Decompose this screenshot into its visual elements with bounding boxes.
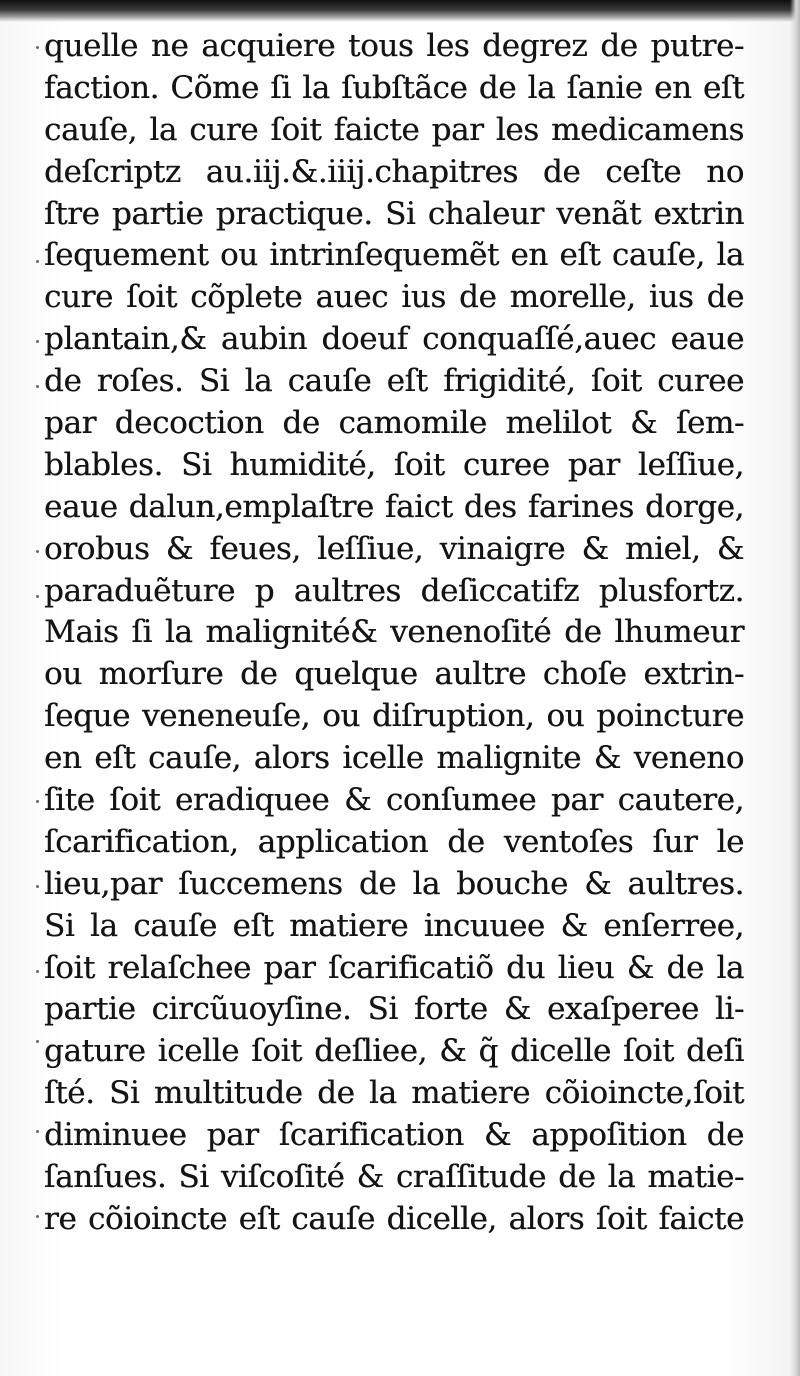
text-line: orobus & feues, leſſiue, vinaigre & miel, & [44, 530, 744, 567]
margin-ink-specks [30, 40, 44, 1240]
ink-speck [36, 260, 39, 263]
text-line: blables. Si humidité, ſoit curee par leſſiue, [44, 446, 744, 483]
page-top-shadow [0, 0, 800, 22]
text-line: ſequement ou intrinſequemẽt en eſt cauſe, la [44, 237, 744, 274]
ink-speck [36, 595, 39, 598]
text-line: partie circũuoyſine. Si forte & exaſperee li- [44, 991, 744, 1028]
page-gutter-shadow [790, 0, 800, 1376]
text-line: ou morſure de quelque aultre choſe extrin- [44, 656, 744, 693]
text-line: gature icelle ſoit deſliee, & q̃ dicelle ſoit deſi [44, 1033, 744, 1070]
ink-speck [36, 46, 39, 49]
ink-speck [36, 550, 39, 553]
text-line: ſite ſoit eradiquee & conſumee par cautere, [44, 782, 744, 819]
text-line: de roſes. Si la cauſe eſt frigidité, ſoit curee [44, 363, 744, 400]
text-line: cauſe, la cure ſoit faicte par les medicamens [44, 111, 744, 148]
text-line: plantain,& aubin doeuf conquaſſé,auec eaue [44, 321, 744, 358]
ink-speck [36, 1130, 39, 1133]
text-line: faction. Cõme ſi la ſubſtãce de la ſanie en eſt [44, 69, 744, 106]
ink-speck [36, 885, 39, 888]
text-line: deſcriptz au.iij.&.iiij.chapitres de ceſte no [44, 153, 744, 190]
text-line: ſtre partie practique. Si chaleur venãt extrin [44, 195, 744, 232]
ink-speck [36, 385, 39, 388]
text-line: re cõioincte eſt cauſe dicelle, alors ſoit faicte [44, 1200, 744, 1237]
ink-speck [36, 1215, 39, 1218]
text-line: ſoit relaſchee par ſcarificatiõ du lieu & de la [44, 949, 744, 986]
text-line: quelle ne acquiere tous les degrez de putre- [44, 28, 744, 64]
text-line: ſanſues. Si viſcoſité & craſſitude de la matie- [44, 1159, 744, 1196]
ink-speck [36, 340, 39, 343]
text-line: lieu,par ſuccemens de la bouche & aultres. [44, 865, 744, 902]
text-line: paraduẽture p aultres deſiccatifz plusfortz. [44, 572, 744, 609]
text-line: eaue dalun,emplaſtre faict des farines dorge, [44, 488, 744, 525]
text-line: diminuee par ſcarification & appoſition de [44, 1117, 744, 1154]
text-line: ſeque veneneuſe, ou diſruption, ou poincture [44, 698, 744, 735]
ink-speck [36, 1040, 39, 1043]
text-line: en eſt cauſe, alors icelle malignite & veneno [44, 740, 744, 777]
text-line: ſté. Si multitude de la matiere cõioincte,ſoit [44, 1075, 744, 1112]
text-line: Si la cauſe eſt matiere incuuee & enſerree, [44, 907, 744, 944]
body-text [44, 26, 744, 1241]
text-line: Mais ſi la malignité& venenoſité de lhumeur [44, 614, 744, 651]
text-line: ſcarification, application de ventoſes ſur le [44, 823, 744, 860]
ink-speck [36, 800, 39, 803]
ink-speck [36, 970, 39, 973]
text-line: cure ſoit cõplete auec ius de morelle, ius de [44, 279, 744, 316]
text-line: par decoction de camomile melilot & ſem- [44, 405, 744, 442]
